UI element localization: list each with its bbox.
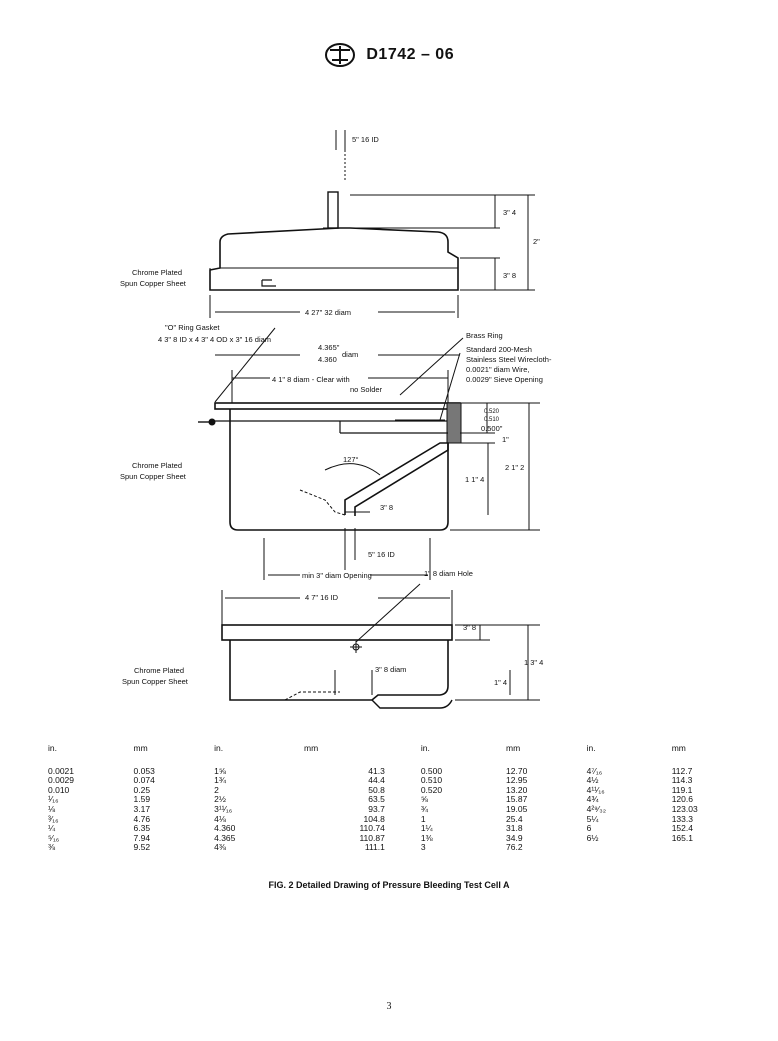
cell-inches: 4²⁹⁄₃₂ [586, 803, 606, 814]
cell-inches: 4⁷⁄₁₆ [586, 765, 603, 776]
cell-mm [672, 843, 748, 853]
cell-inches: 4⅜ [214, 842, 226, 853]
cell-inches: 0.0021 [48, 765, 74, 776]
page-header [0, 42, 778, 68]
cell-mm: 63.5 [368, 794, 385, 805]
cell-mm: 12.95 [506, 775, 528, 786]
cell-inches: 1⅜ [420, 832, 433, 843]
header-mm: mm [671, 743, 686, 753]
cell-mm: 76.2 [506, 842, 523, 853]
cell-mm: 7.94 [133, 832, 151, 843]
cell-mm: 3.17 [133, 803, 151, 814]
table-row [48, 795, 748, 805]
cell-inches: ⁵⁄₁₆ [48, 832, 60, 843]
table-header-row [48, 744, 748, 767]
cell-mm: 6.35 [133, 823, 151, 834]
cell-mm: 0.053 [133, 765, 155, 776]
cell-mm: 19.05 [506, 803, 528, 814]
cell-mm: 1.59 [133, 794, 151, 805]
cell-mm: 9.52 [133, 842, 151, 853]
table-row [48, 843, 748, 853]
cell-mm: 12.70 [506, 765, 528, 776]
cell-mm: 15.87 [506, 794, 528, 805]
cell-inches: 4.360 [214, 823, 236, 834]
header-in: in. [214, 743, 224, 753]
oring-size-label: 4 3" 8 ID x 4 3" 4 OD x 3" 16 diam [158, 335, 272, 344]
document-id: D1742 – 06 [366, 46, 455, 63]
cell-inches: ⅜ [48, 842, 56, 853]
base-dim-1-3-4-label: 1 3" 4 [524, 658, 544, 667]
page-number: 3 [386, 1001, 392, 1012]
dim-0520-label: 0.520 [484, 409, 500, 415]
table-row [48, 834, 748, 844]
cell-inches: 0.500 [420, 765, 443, 776]
cell-inches: ⅝ [420, 794, 428, 805]
dim-0510-label: 0.510 [484, 417, 500, 423]
cell-mm: 34.9 [506, 832, 523, 843]
angle-label: 127° [343, 455, 359, 464]
material-label-middle: Chrome Plated [132, 461, 183, 470]
height-label-3-4: 3" 4 [503, 208, 517, 217]
dim-1-label: 1" [502, 435, 509, 444]
dim-4365-label: 4.365" [318, 343, 340, 352]
dim-3-8-label: 3" 8 [380, 503, 394, 512]
cell-mm: 50.8 [368, 784, 385, 795]
cell-mm: 0.074 [133, 775, 155, 786]
material-label-top: Chrome Plated [132, 268, 183, 277]
table-row [48, 786, 748, 796]
cell-mm: 104.8 [363, 813, 385, 824]
cell-inches: 6 [586, 823, 592, 834]
cell-mm: 31.8 [506, 823, 523, 834]
header-mm: mm [303, 743, 319, 753]
height-label-3-8: 3" 8 [503, 271, 517, 280]
cell-inches: ⅛ [48, 803, 56, 814]
cell-inches: 3 [420, 842, 426, 853]
cell-inches: ¾ [420, 803, 428, 814]
clear-label: 4 1" 8 diam - Clear with [272, 375, 350, 384]
cell-mm: 152.4 [671, 823, 693, 834]
mesh-label-3: 0.0021" diam Wire, [466, 365, 530, 374]
cell-inches: 0.0029 [48, 775, 74, 786]
hole-label: 1" 8 diam Hole [424, 569, 473, 578]
cell-mm: 111.1 [364, 842, 385, 853]
base-id-label: 4 7" 16 ID [305, 593, 339, 602]
cell-mm: 112.7 [671, 765, 693, 776]
dim-2half-label: 2 1" 2 [505, 463, 525, 472]
cell-mm: 0.25 [133, 784, 151, 795]
material-label-bottom-2: Spun Copper Sheet [122, 677, 188, 686]
cell-mm: 110.87 [359, 832, 385, 843]
dim-1quarter-label: 1 1" 4 [465, 475, 485, 484]
material-label-bottom: Chrome Plated [134, 666, 185, 675]
table-row [48, 815, 748, 825]
mesh-label-2: Stainless Steel Wirecloth- [466, 355, 552, 364]
cell-inches: 1⅝ [214, 765, 226, 776]
header-in: in. [420, 743, 430, 753]
inner-diam-label: 3" 8 diam [375, 665, 407, 674]
technical-drawing [0, 120, 778, 730]
cell-mm: 165.1 [671, 832, 693, 843]
mesh-label-4: 0.0029" Sieve Opening [466, 375, 543, 384]
brass-ring-label: Brass Ring [466, 331, 503, 340]
cell-inches: 5¼ [586, 813, 599, 824]
cell-mm: 110.74 [359, 823, 385, 834]
figure-caption: FIG. 2 Detailed Drawing of Pressure Bleeding Test Cell A [268, 880, 510, 890]
cell-inches: 3¹¹⁄₁₆ [214, 803, 233, 814]
cell-inches [587, 843, 672, 853]
base-dim-1-4-label: 1" 4 [494, 678, 508, 687]
bottom-view-base [222, 584, 540, 708]
cell-mm: 133.3 [671, 813, 693, 824]
cell-mm: 25.4 [506, 813, 523, 824]
cell-inches: 0.510 [420, 775, 443, 786]
header-in: in. [586, 743, 596, 753]
lid-diameter-label: 4 27" 32 diam [305, 308, 352, 317]
cell-mm: 119.1 [671, 784, 693, 795]
table-row [48, 824, 748, 834]
cell-mm: 93.7 [368, 803, 385, 814]
cell-inches: 4¹¹⁄₁₆ [586, 784, 605, 795]
dim-diam-label: diam [342, 350, 359, 359]
cell-inches: ³⁄₁₆ [48, 813, 59, 824]
cell-mm: 4.76 [133, 813, 151, 824]
dim-4360-label: 4.360 [318, 355, 337, 364]
stem-id-label: 5" 16 ID [352, 135, 379, 144]
dim-0500-label: 0.500" [481, 424, 503, 433]
cell-inches: 0.010 [48, 784, 70, 795]
bottom-id-label: 5" 16 ID [368, 550, 395, 559]
cell-mm: 41.3 [368, 765, 385, 776]
cell-inches: ¹⁄₁₆ [48, 794, 59, 805]
cell-mm: 13.20 [506, 784, 528, 795]
cell-inches: ¼ [48, 823, 56, 834]
conversion-table [48, 744, 748, 853]
cell-mm: 114.3 [671, 775, 693, 786]
header-in: in. [48, 743, 57, 753]
material-label-top-2: Spun Copper Sheet [120, 279, 186, 288]
cell-inches: 1¼ [420, 823, 433, 834]
header-mm: mm [506, 743, 521, 753]
table-body [48, 767, 748, 853]
cell-inches: 4½ [586, 775, 599, 786]
oring-label: "O" Ring Gasket [165, 323, 220, 332]
material-label-middle-2: Spun Copper Sheet [120, 472, 186, 481]
cell-mm: 120.6 [671, 794, 693, 805]
cell-inches: 2 [214, 784, 219, 795]
opening-label: min 3" diam Opening [302, 571, 372, 580]
header-mm: mm [133, 743, 148, 753]
table-row [48, 776, 748, 786]
mesh-label-1: Standard 200-Mesh [466, 345, 532, 354]
cell-mm: 44.4 [368, 775, 385, 786]
top-view-lid [210, 130, 535, 318]
height-label-2: 2" [533, 237, 540, 246]
table-row [48, 805, 748, 815]
cell-inches: 1 [420, 813, 426, 824]
cell-mm: 123.03 [671, 803, 698, 814]
cell-inches: 4.365 [214, 832, 236, 843]
base-dim-3-8-label: 3" 8 [463, 623, 477, 632]
cell-inches: 6½ [586, 832, 599, 843]
cell-inches: 2½ [214, 794, 226, 805]
astm-logo-icon [324, 42, 356, 68]
cell-inches: 4¾ [586, 794, 599, 805]
cell-inches: 0.520 [420, 784, 443, 795]
clear-label-2: no Solder [350, 385, 383, 394]
cell-inches: 1¾ [214, 775, 226, 786]
cell-inches: 4⅛ [214, 813, 226, 824]
